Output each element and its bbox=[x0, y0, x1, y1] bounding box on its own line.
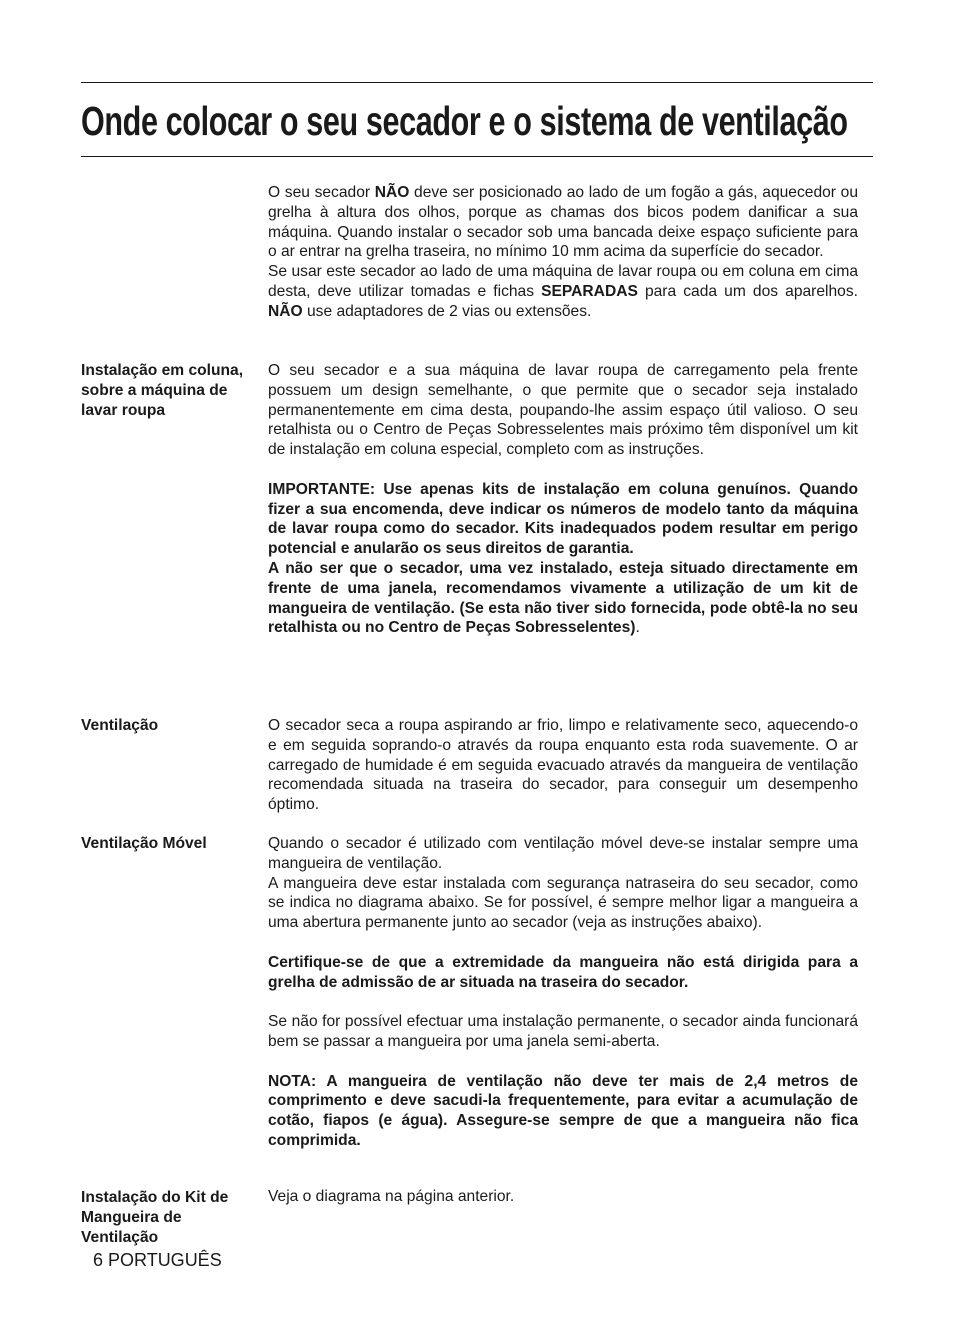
ventilation-section bbox=[268, 716, 858, 815]
mobile-ventilation-warning: Certifique-se de que a extremidade da mangueira não está dirigida para a grelha de admissão de ar situada na traseira do secador. bbox=[268, 953, 858, 991]
intro-paragraph-1: O seu secador NÃO deve ser posicionado ao lado de um fogão a gás, aquecedor ou grelha à altura dos olhos, porque as chamas dos bicos podem danificar a sua máquina. Quando instalar o secador sob uma bancada deixe espaço suficiente para o ar entrar na grelha traseira, no mínimo 10 mm acima da superfície do secador. bbox=[268, 184, 858, 261]
column-install-recommendation: A não ser que o secador, uma vez instalado, esteja situado directamente em frente de uma janela, recomendamos vivamente a utilização de um kit de mangueira de ventilação. (Se esta não tiver sido fornecida, pode obtê-la no seu retalhista ou no Centro de Peças Sobresselentes). bbox=[268, 559, 858, 637]
column-install-section bbox=[268, 361, 858, 638]
ventilation-label: Ventilação bbox=[81, 717, 159, 734]
intro-paragraph-2: Se usar este secador ao lado de uma máquina de lavar roupa ou em coluna em cima desta, deve utilizar tomadas e fichas SEPARADAS para cada um dos aparelhos. NÃO use adaptadores de 2 vias ou extensões. bbox=[268, 263, 858, 320]
mobile-ventilation-label: Ventilação Móvel bbox=[81, 835, 207, 852]
page-footer: 6 PORTUGUÊS bbox=[93, 1250, 222, 1270]
mobile-ventilation-paragraph-1: Quando o secador é utilizado com ventilação móvel deve-se instalar sempre uma mangueira de ventilação. bbox=[268, 835, 858, 872]
intro-section bbox=[268, 183, 858, 322]
column-install-paragraph-1: O seu secador e a sua máquina de lavar roupa de carregamento pela frente possuem um design semelhante, o que permite que o secador seja instalado permanentemente em cima desta, poupando-lhe assim espaço útil valioso. O seu retalhista ou o Centro de Peças Sobresselentes mais próximo têm disponível um kit de instalação em coluna especial, completo com as instruções. bbox=[268, 362, 858, 459]
mobile-ventilation-section bbox=[268, 834, 858, 1151]
mobile-ventilation-note: NOTA: A mangueira de ventilação não deve ter mais de 2,4 metros de comprimento e deve sacudi-la frequentemente, para evitar a acumulação de cotão, fiapos (e água). Assegure-se sempre de que a mangueira não fica comprimida. bbox=[268, 1072, 858, 1149]
mobile-ventilation-paragraph-2: A mangueira deve estar instalada com segurança natraseira do seu secador, como se indica no diagrama abaixo. Se for possível, é sempre melhor ligar a mangueira a uma abertura permanente junto ao secador (veja as instruções abaixo). bbox=[268, 874, 858, 932]
title-underline bbox=[81, 156, 873, 157]
hose-kit-paragraph: Veja o diagrama na página anterior. bbox=[268, 1188, 515, 1205]
ventilation-paragraph: O secador seca a roupa aspirando ar frio, limpo e relativamente seco, aquecendo-o e em seguida soprando-o através da roupa enquanto esta roda suavemente. O ar carregado de humidade é em seguida evacuado através da mangueira de ventilação recomendada situada na traseira do secador, para conseguir um desempenho óptimo. bbox=[268, 717, 858, 814]
mobile-ventilation-paragraph-4: Se não for possível efectuar uma instalação permanente, o secador ainda funcionará bem se passar a mangueira por uma janela semi-aberta. bbox=[268, 1013, 858, 1050]
column-install-label: Instalação em coluna, sobre a máquina de lavar roupa bbox=[81, 362, 244, 419]
hose-kit-label: Instalação do Kit de Mangueira de Ventilação bbox=[81, 1189, 229, 1246]
column-install-important: IMPORTANTE: Use apenas kits de instalação em coluna genuínos. Quando fizer a sua encomenda, deve indicar os números de modelo tanto da máquina de lavar roupa como do secador. Kits inadequados podem resultar em perigo potencial e anularão os seus direitos de garantia. bbox=[268, 480, 858, 558]
top-rule bbox=[81, 82, 873, 83]
hose-kit-section bbox=[268, 1187, 858, 1207]
page-title: Onde colocar o seu secador e o sistema de ventilação bbox=[81, 98, 848, 144]
